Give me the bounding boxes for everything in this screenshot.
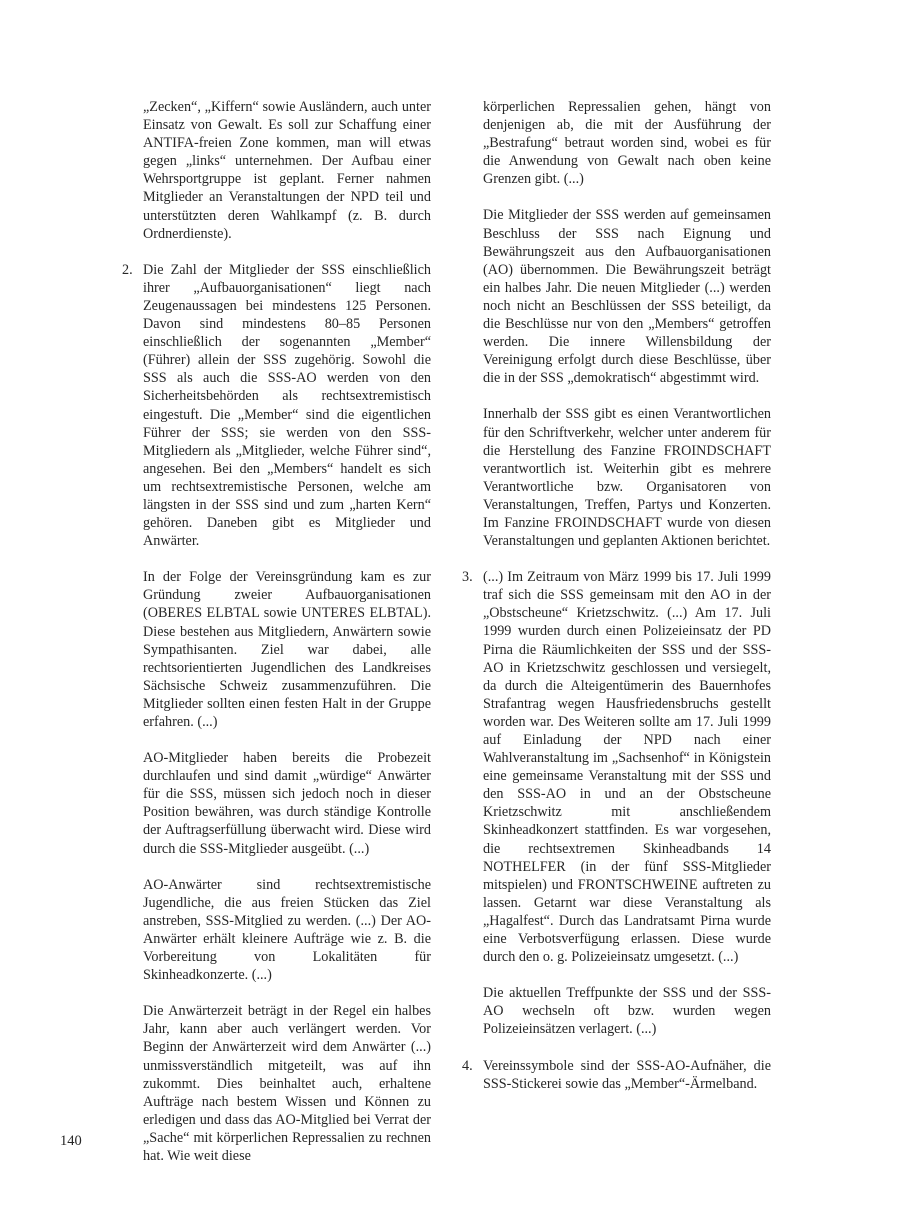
paragraph: Die Mitglieder der SSS werden auf gemeinsamen Beschluss der SSS nach Eignung und Bewährungszeit aus den Aufbauorganisationen (AO) übernommen. Die Bewährungszeit beträgt ein halbes Jahr. Die neuen Mitglieder (...) werden noch nicht an Beschlüssen der SSS beteiligt, da die Beschlüsse nur von den „Members“ getroffen werden. Die innere Willensbildung der Vereinigung erfolgt durch diese Beschlüsse, über die in der SSS „demokratisch“ abgestimmt wird. (483, 207, 771, 387)
right-column (462, 98, 771, 1093)
paragraph: „Zecken“, „Kiffern“ sowie Ausländern, auch unter Einsatz von Gewalt. Es soll zur Schaffung einer ANTIFA-freien Zone kommen, man will etwas gegen „links“ unternehmen. Der Aufbau einer Wehrsportgruppe ist geplant. Ferner nahmen Mitglieder an Veranstaltungen der NPD teil und unterstützten deren Wahlkampf (z. B. durch Ordnerdienste). (143, 99, 431, 242)
numbered-paragraph (462, 568, 771, 966)
list-number: 3. (462, 569, 473, 586)
numbered-paragraph (122, 261, 431, 551)
paragraph-text: (...) Im Zeitraum von März 1999 bis 17. Juli 1999 traf sich die SSS gemeinsam mit den AO in der „Obstscheune“ Krietzschwitz. (...) Am 17. Juli 1999 wurden durch einen Polizeieinsatz der PD Pirna die Räumlichkeiten der SSS und der SSS-AO in Krietzschwitz geschlossen und versiegelt, da durch die Alteigentümerin des Bauernhofes Strafantrag wegen Hausfriedensbruchs gestellt worden war. Des Weiteren sollte am 17. Juli 1999 auf Einladung der NPD nach einer Wahlveranstaltung im „Sachsenhof“ in Königstein eine gemeinsame Veranstaltung mit der SSS und den SSS-AO in und an der Obstscheune Krietzschwitz mit anschließendem Skinheadkonzert stattfinden. Es war vorgesehen, die rechtsextremen Skinheadbands 14 NOTHELFER (in der fünf SSS-Mitglieder mitspielen) und FRONTSCHWEINE auftreten zu lassen. Getarnt war diese Veranstaltung als „Hagalfest“. Durch das Landratsamt Pirna wurde eine Verbotsverfügung erlassen. Diese wurde durch den o. g. Polizeieinsatz umgesetzt. (...) (483, 569, 771, 966)
paragraph: körperlichen Repressalien gehen, hängt von denjenigen ab, die mit der Ausführung der „Bestrafung“ betraut worden sind, wobei es für die Anwendung von Gewalt nach oben keine Grenzen gibt. (...) (483, 99, 771, 188)
paragraph-text: Die Zahl der Mitglieder der SSS einschließlich ihrer „Aufbauorganisationen“ liegt nach Zeugenaussagen bei mindestens 125 Personen. Davon sind mindestens 80–85 Personen einschließlich der sogenannten „Member“ (Führer) allein der SSS zugehörig. Sowohl die SSS als auch die SSS-AO werden von den Sicherheitsbehörden als rechtsextremistisch eingestuft. Die „Member“ sind die eigentlichen Führer der SSS; sie werden von den SSS-Mitgliedern als „Mitglieder, welche Führer sind“, angesehen. Bei den „Members“ handelt es sich um rechtsextremistische Personen, welche am längsten in der SSS sind und zum „harten Kern“ gehören. Daneben gibt es Mitglieder und Anwärter. (143, 261, 431, 550)
paragraph: AO-Anwärter sind rechtsextremistische Jugendliche, die aus freien Stücken das Ziel anstreben, SSS-Mitglied zu werden. (...) Der AO-Anwärter erhält kleinere Aufträge wie z. B. die Vorbereitung von Lokalitäten für Skinheadkonzerte. (...) (143, 876, 431, 984)
paragraph: AO-Mitglieder haben bereits die Probezeit durchlaufen und sind damit „würdige“ Anwärter für die SSS, müssen sich jedoch noch in dieser Position bewähren, was durch ständige Kontrolle der Auftragserfüllung überwacht wird. Diese wird durch die SSS-Mitglieder ausgeübt. (...) (143, 750, 431, 857)
paragraph: Innerhalb der SSS gibt es einen Verantwortlichen für den Schriftverkehr, welcher unter anderem für die Herstellung des Fanzine FROINDSCHAFT verantwortlich ist. Weiterhin gibt es mehrere Verantwortliche bzw. Organisatoren von Veranstaltungen, Treffen, Partys und Konzerten. Im Fanzine FROINDSCHAFT wurde von diesen Veranstaltungen und geplanten Aktionen berichtet. (483, 406, 771, 550)
paragraph: Die Anwärterzeit beträgt in der Regel ein halbes Jahr, kann aber auch verlängert werden. Vor Beginn der Anwärterzeit wird dem Anwärter (...) unmissverständlich mitgeteilt, was auf ihn zukommt. Dies beinhaltet auch, erhaltene Aufträge nach bestem Wissen und Können zu erledigen und dass das AO-Mitglied bei Verrat der „Sache“ mit körperlichen Repressalien zu rechnen hat. Wie weit diese (143, 1003, 431, 1164)
paragraph: In der Folge der Vereinsgründung kam es zur Gründung zweier Aufbauorganisationen (OBERES ELBTAL sowie UNTERES ELBTAL). Diese bestehen aus Mitgliedern, Anwärtern sowie Sympathisanten. Ziel war dabei, alle rechtsorientierten Jugendlichen des Landkreises Sächsische Schweiz zusammenzuführen. Die Mitglieder sollten einen festen Halt in der Gruppe erfahren. (...) (143, 569, 431, 730)
list-number: 2. (122, 261, 133, 278)
page-number: 140 (60, 1133, 82, 1149)
paragraph-text: Vereinssymbole sind der SSS-AO-Aufnäher, die SSS-Stickerei sowie das „Member“-Ärmelband. (483, 1057, 771, 1092)
paragraph: Die aktuellen Treffpunkte der SSS und der SSS-AO wechseln oft bzw. wurden wegen Polizeieinsätzen verlagert. (...) (483, 985, 771, 1038)
left-column (122, 98, 431, 1165)
numbered-paragraph (462, 1057, 771, 1093)
list-number: 4. (462, 1057, 473, 1074)
